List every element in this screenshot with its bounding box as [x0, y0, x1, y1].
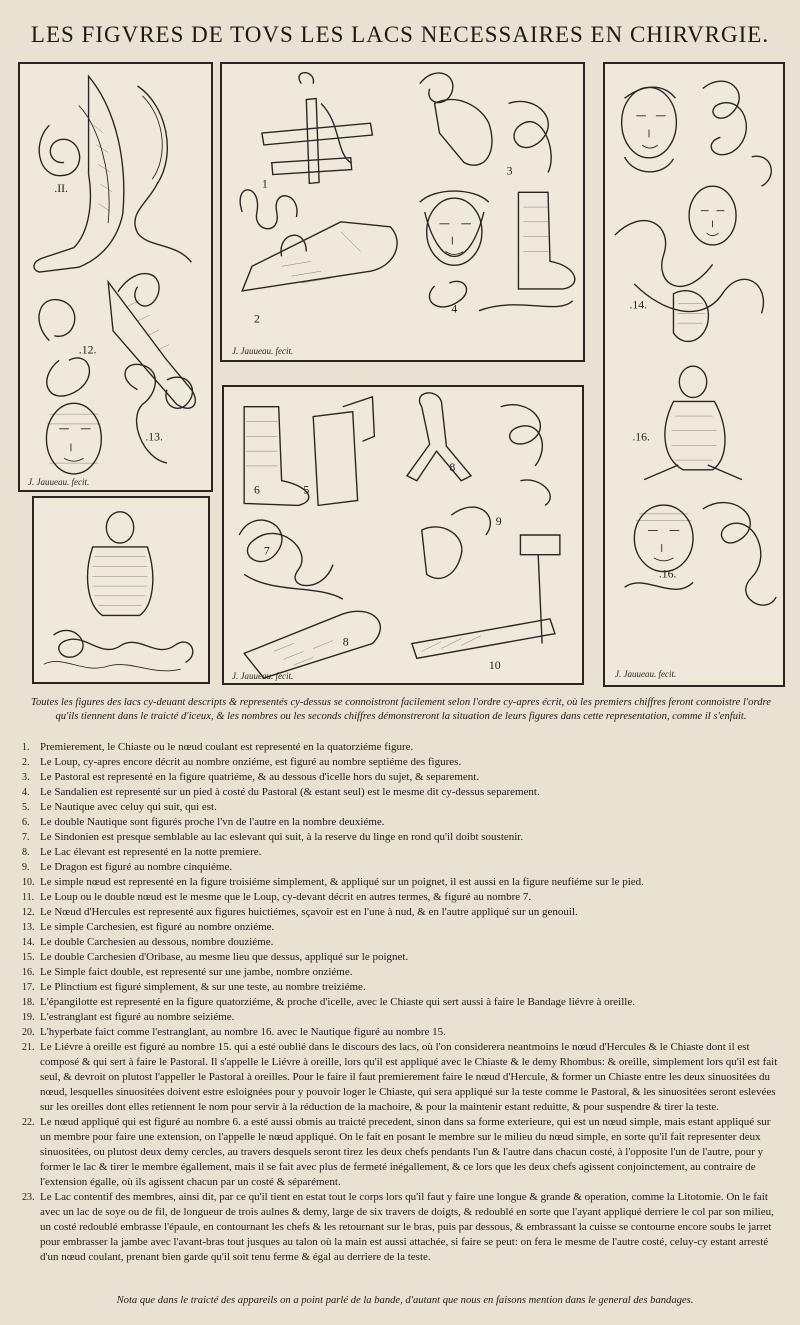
item-number: 13.: [22, 922, 35, 933]
figure-label-9: 9: [495, 514, 502, 529]
list-item: [22, 950, 784, 965]
item-text: Le double Carchesien au dessous, nombre douziéme.: [40, 936, 274, 948]
item-number: 6.: [22, 817, 30, 828]
figure-label-11: .II.: [54, 181, 68, 195]
list-item: [22, 830, 784, 845]
item-text: Le simple nœud est representé en la figure troisiéme simplement, & appliqué sur un poignet, il est aussi en la figure neufiéme sur le pied.: [40, 876, 644, 888]
list-item: [22, 800, 784, 815]
item-text: L'épangilotte est representé en la figure quatorziéme, & proche d'icelle, avec le Chiaste qui sert aussi à faire le Bandage liévre à oreille.: [40, 996, 635, 1008]
item-text: L'estranglant est figuré au nombre seiziéme.: [40, 1011, 235, 1023]
item-number: 23.: [22, 1192, 35, 1203]
list-item: [22, 920, 784, 935]
list-item: [22, 935, 784, 950]
item-text: Le Sindonien est presque semblable au lac eslevant qui suit, à la reserve du linge en rond qu'il doibt soustenir.: [40, 831, 524, 843]
item-number: 2.: [22, 757, 30, 768]
item-text: Le Sandalien est representé sur un pied à costé du Pastoral (& estant seul) est le mesme dit cy-dessus separement.: [40, 786, 540, 798]
figure-label-14: .14.: [629, 298, 648, 312]
figure-panel-left-bottom: [32, 496, 210, 684]
list-item: [22, 995, 784, 1010]
list-item: [22, 755, 784, 770]
item-number: 11.: [22, 892, 35, 903]
knot-list: [22, 740, 784, 1265]
figure-label-13: .13.: [145, 430, 163, 444]
item-text: Le Plinctium est figuré simplement, & sur une teste, au nombre treiziéme.: [40, 981, 366, 993]
figure-label-1: 1: [261, 176, 268, 191]
figure-label-2: 2: [254, 311, 260, 326]
figure-label-16a: .16.: [632, 430, 650, 444]
item-text: Le Loup ou le double nœud est le mesme que le Loup, cy-devant décrit en autres termes, & figuré au nombre 7.: [40, 891, 532, 903]
knot-illustration-right: [605, 64, 783, 685]
item-number: 15.: [22, 952, 35, 963]
item-number: 8.: [22, 847, 30, 858]
item-number: 3.: [22, 772, 30, 783]
list-item: [22, 1010, 784, 1025]
figure-label-12: .12.: [78, 343, 97, 357]
list-item: [22, 875, 784, 890]
figure-label-10: 10: [488, 658, 501, 673]
list-item: [22, 860, 784, 875]
item-text: Le Liévre à oreille est figuré au nombre 15. qui a esté oublié dans le discours des lacs, où l'on considerera neantmoins le nœud d'Hercules & le Chiaste dont il est composé & qui sert à faire le Pastoral. Il s'appelle le Liévre à oreille, lors qu'il est appliqué avec le Chiaste & le demy Rhombus: & oreille, simplement lors qu'il est fait seul, & devroit on plutost l'appeller le Pastoral à oreilles. Pour le faire il faut premierement faire le nœud d'Hercule, & former un Chiaste entre les deux sinuositées du nœud, lesquelles sinuositées doivent estre esloignées pour y pouvoir loger le Chiaste, qui sera appliqué sur la teste comme le Pastoral, & les sinuositées seront eslevées sur les oreilles dont elles retiennent le nom pour servir à la réduction de la machoire, & pour la maintenir estant reduitte, & pour suspendre & tirer la teste.: [40, 1041, 778, 1113]
item-text: Le double Nautique sont figurés proche l'vn de l'autre en la nombre deuxiéme.: [40, 816, 385, 828]
item-number: 1.: [22, 742, 30, 753]
figure-panel-left-top: [18, 62, 213, 492]
item-number: 20.: [22, 1027, 35, 1038]
item-number: 12.: [22, 907, 35, 918]
figure-label-8: 8: [449, 459, 456, 474]
knot-illustration-left-bottom: [34, 498, 208, 682]
item-text: Le Simple faict double, est representé sur une jambe, nombre onziéme.: [40, 966, 353, 978]
item-number: 10.: [22, 877, 35, 888]
list-item: [22, 785, 784, 800]
list-item: [22, 980, 784, 995]
figure-panel-center-top: [220, 62, 585, 362]
item-text: Le simple Carchesien, est figuré au nombre onziéme.: [40, 921, 275, 933]
engraver-signature: J. Jauueau. fecit.: [615, 669, 677, 679]
figure-label-7: 7: [263, 543, 270, 558]
item-number: 4.: [22, 787, 30, 798]
item-text: Le Nœud d'Hercules est representé aux figures huictiémes, sçavoir est en l'une à nud, & en l'autre appliqué sur un genouil.: [40, 906, 578, 918]
item-number: 14.: [22, 937, 35, 948]
list-item: [22, 890, 784, 905]
list-item: [22, 815, 784, 830]
item-number: 21.: [22, 1042, 35, 1053]
engraver-signature: J. Jauueau. fecit.: [232, 671, 294, 681]
item-text: Le Lac élevant est representé en la notte premiere.: [40, 846, 262, 858]
item-text: Le Nautique avec celuy qui suit, qui est.: [40, 801, 217, 813]
knot-illustration-center-top: [222, 64, 583, 360]
figure-label-8b: 8: [342, 634, 349, 649]
item-text: Le nœud appliqué qui est figuré au nombre 6. a esté aussi obmis au traicté precedent, sinon dans sa forme exterieure, qui est un nœud simple, mais estant appliqué sur un membre pour faire une extension, on l'appelle le nœud appliqué. On le fait en posant le membre sur le milieu du nœud simple, en sorte qu'il fait representer deux sinuositées, ou plutost deux demy cercles, au travers desquels seront tirez les deux chefs pendants l'un & l'autre dans chacun costé, à l'opposite l'un de l'autre, pour y former le lac & tirer le membre égallement, mais il se fait avec plus de fermeté inégallement, & ce lors que les deux chefs agissent conjoinctement, au contraire de l'extension égalle, où ils agissent chacun par un costé & séparément.: [40, 1116, 771, 1188]
item-text: Le double Carchesien d'Oribase, au mesme lieu que dessus, appliqué sur le poignet.: [40, 951, 409, 963]
page-title: LES FIGVRES DE TOVS LES LACS NECESSAIRES EN CHIRVRGIE.: [30, 22, 770, 47]
item-text: Le Pastoral est representé en la figure quatriéme, & au dessous d'icelle hors du sujet, & separement.: [40, 771, 480, 783]
list-item: [22, 1025, 784, 1040]
figure-panel-right: [603, 62, 785, 687]
figure-label-6: 6: [254, 482, 260, 497]
figure-label-4: 4: [451, 301, 458, 316]
closing-note: Nota que dans le traicté des appareils on a point parlé de la bande, d'autant que nous en faisons mention dans le general des bandages.: [116, 1295, 694, 1306]
list-item: [22, 965, 784, 980]
list-item: [22, 905, 784, 920]
caption-text: Toutes les figures des lacs cy-deuant descripts & representés cy-dessus se connoistront facilement selon l'ordre cy-apres écrit, où les premiers chiffres feront connoistre l'ordre qu'ils tiennent dans le traicté d'iceux, & les nombres ou les seconds chiffres démonstreront la situation de leurs figures dans cette representation, comme il s'enfuit.: [31, 697, 771, 722]
item-text: L'hyperbate faict comme l'estranglant, au nombre 16. avec le Nautique figuré au nombre 15.: [40, 1026, 446, 1038]
list-item: [22, 1190, 784, 1265]
item-number: 16.: [22, 967, 35, 978]
list-item: [22, 1040, 784, 1115]
engraver-signature: J. Jauueau. fecit.: [28, 477, 90, 487]
item-number: 22.: [22, 1117, 35, 1128]
figure-label-5: 5: [303, 482, 310, 497]
list-item: [22, 845, 784, 860]
item-number: 9.: [22, 862, 30, 873]
engraver-signature: J. Jauueau. fecit.: [232, 346, 294, 356]
item-number: 19.: [22, 1012, 35, 1023]
item-text: Le Dragon est figuré au nombre cinquiéme.: [40, 861, 233, 873]
figure-label-16b: .16.: [658, 567, 677, 581]
item-number: 18.: [22, 997, 35, 1008]
list-item: [22, 740, 784, 755]
list-item: [22, 770, 784, 785]
figure-panel-center-bottom: [222, 385, 584, 685]
item-number: 17.: [22, 982, 35, 993]
list-item: [22, 1115, 784, 1190]
item-text: Premierement, le Chiaste ou le nœud coulant est representé en la quatorziéme figure.: [40, 741, 414, 753]
figure-label-3: 3: [506, 163, 513, 178]
item-text: Le Loup, cy-apres encore décrit au nombre onziéme, est figuré au nombre septiéme des figures.: [40, 756, 462, 768]
item-text: Le Lac contentif des membres, ainsi dit, par ce qu'il tient en estat tout le corps lors qu'il faut y faire une longue & grande & operation, comme la Litotomie. On le fait avec un lac de soye ou de fil, de longueur de trois aulnes & demy, large de six travers de doigts, & redoublé en sorte que l'ayant appliqué derriere le col par son milieu, un costé redoublé embrasse l'épaule, en contournant les chefs & les retournant sur le bras, puis par dessous, & embrassant la cuisse se contourne encore soubs le jarret pour embrasser la jambe avec l'avant-bras tout jusques au talon où la main est aussi attachée, si faire se peut: on fera le mesme de l'autre costé, celuy-cy estant arresté d'un nœud coulant, prenant bien garde qu'il soit tenu ferme & égal au derriere de la teste.: [40, 1191, 774, 1263]
item-number: 7.: [22, 832, 30, 843]
item-number: 5.: [22, 802, 30, 813]
knot-illustration-left-top: [20, 64, 211, 490]
knot-illustration-center-bottom: [224, 387, 582, 683]
